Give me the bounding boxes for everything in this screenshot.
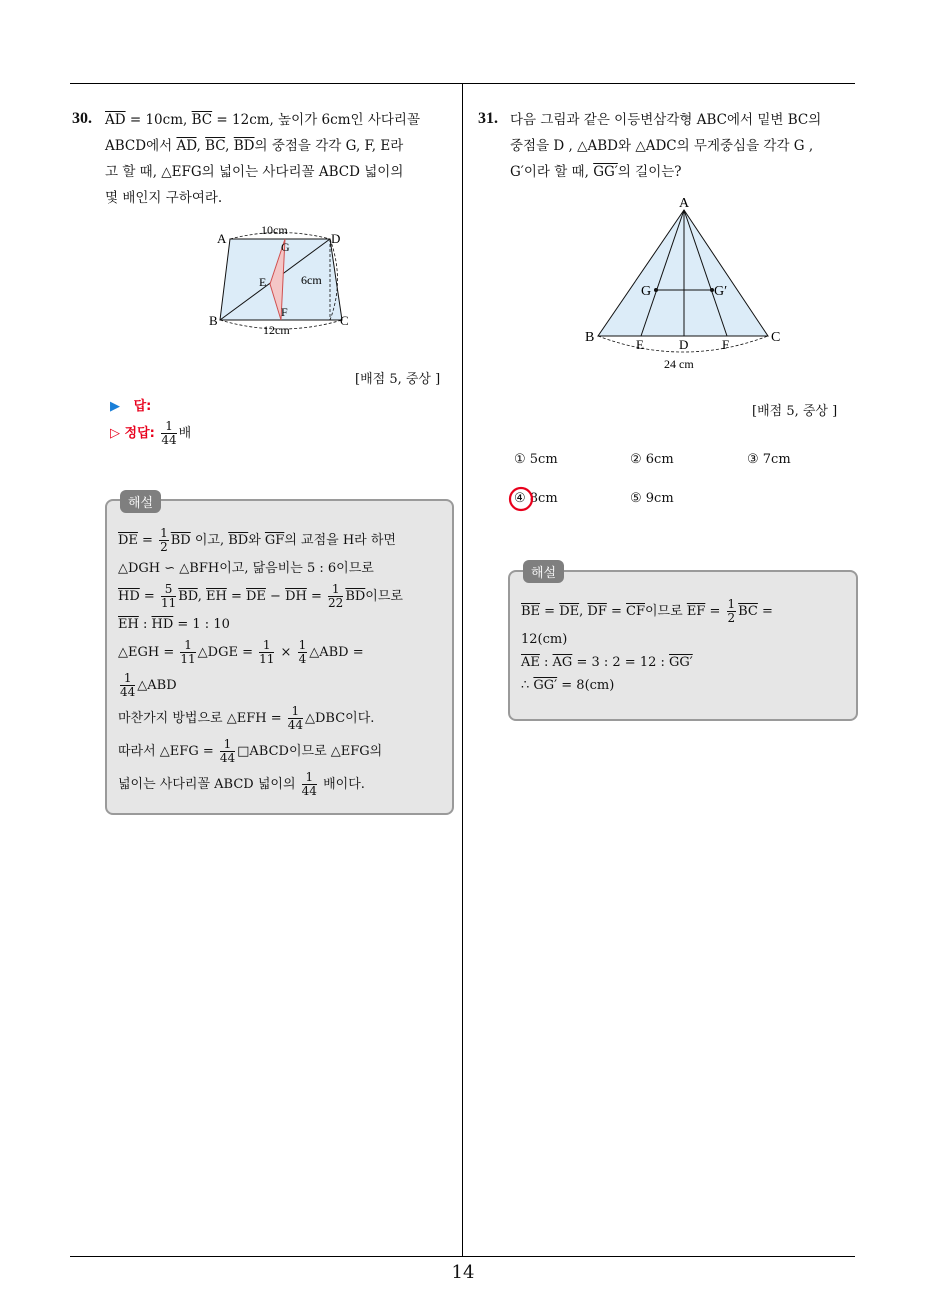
trapezoid-figure (205, 222, 365, 340)
triangle-abc-fill (598, 210, 768, 336)
isosceles-triangle-figure (580, 192, 790, 374)
label-F: F (722, 337, 730, 352)
selected-choice-circle (507, 484, 537, 514)
q31-solution-tag: 해설 (523, 560, 564, 583)
choice-2[interactable]: ② 6cm (630, 452, 674, 467)
label-A: A (679, 196, 690, 211)
label-bottom-length: 12cm (263, 323, 290, 337)
label-top-length: 10cm (261, 223, 288, 237)
label-C: C (771, 330, 781, 345)
choice-4[interactable]: ④ 8cm (514, 491, 558, 506)
q30-correct-row: ▷ 정답: $\frac{1}{44}$ 배 (110, 419, 192, 447)
label-B: B (585, 330, 595, 345)
play-icon: ▶ (110, 399, 120, 414)
label-E: E (636, 337, 644, 352)
choice-5[interactable]: ⑤ 9cm (630, 491, 674, 506)
choice-1[interactable]: ① 5cm (514, 452, 558, 467)
q31-score: [배점 5, 중상 ] (752, 404, 838, 419)
label-C: C (340, 313, 349, 328)
label-D: D (331, 231, 341, 246)
label-A: A (217, 231, 227, 246)
q30-solution-text: $\overline{DE}$ = $\frac{1}{2}$ $\overline{BD}$ 이고, $\overline{BD}$와 $\overline{GF}$의 교점을 H라 하면 △DGH ∽ △BFH이고, 닮음비는 5 : 6이므로 $\overline{HD}$ = $\frac{5}{11}$ $\overline{BD}$, $\overline{EH} = \overline{DE} - \overline{DH}$ = $\frac{1}{22}$ $\overline{BD}$이므로 $\overline{EH}$ : $\overline{HD} = 1$ : 10 △EGH = $\frac{1}{11}$ △DGE = $\frac{1}{11}$ × $\frac{1}{4}$ △ABD = $\frac{1}{44}$ △ABD 마찬가지 방법으로 △EFH = $\frac{1}{44}$ △DBC이다. 따라서 △EFG = $\frac{1}{44}$ □ABCD이므로 △EFG의 넓이는 사다리꼴 ABCD 넓이의 $\frac{1}{44}$ 배이다. (118, 526, 403, 798)
label-B: B (209, 313, 218, 328)
label-E: E (259, 275, 267, 289)
choice-3[interactable]: ③ 7cm (747, 452, 791, 467)
question-31-number: 31. (478, 110, 498, 127)
question-30-text: $\overline{AD} = 10cm$, $\overline{BC} = 12cm$, 높이가 6cm인 사다리꼴 ABCD에서 $\overline{AD}$, $\overline{BC}$, $\overline{BD}$의 중점을 각각 G, F, E라 고 할 때, △EFG의 넓이는 사다리꼴 ABCD 넓이의 몇 배인지 구하여라. (105, 112, 421, 206)
column-divider (462, 83, 463, 1256)
q31-solution-text: $\overline{BE} = \overline{DE}$, $\overline{DF} = \overline{CF}$이므로 $\overline{EF}$ = $\frac{1}{2}$ $\overline{BC}$ = 12(cm) $\overline{AE}$ : $\overline{AG} = 3$ : 2 = 12 : GG′ ∴ GG′ = 8(cm) (521, 597, 773, 693)
point-g (654, 288, 658, 292)
question-30-number: 30. (72, 110, 92, 127)
q30-solution-tag: 해설 (120, 490, 161, 513)
triangle-outline-icon: ▷ (110, 426, 120, 441)
label-G: G (281, 240, 290, 254)
question-31-text: 다음 그림과 같은 이등변삼각형 ABC에서 밑변 BC의 중점을 D , △ABD와 △ADC의 무게중심을 각각 G , G′이라 할 때, GG′의 길이는? (510, 112, 822, 180)
label-D: D (679, 337, 689, 352)
label-base-length: 24 cm (664, 357, 694, 371)
label-G2: G′ (714, 284, 728, 299)
page-number: 14 (451, 1262, 475, 1283)
label-height: 6cm (301, 273, 322, 287)
bottom-rule (70, 1256, 855, 1257)
label-G: G (641, 284, 652, 299)
q30-score: [배점 5, 중상 ] (355, 372, 441, 387)
q30-answer-row: ▶ 답: (110, 399, 152, 414)
label-F: F (281, 305, 288, 319)
